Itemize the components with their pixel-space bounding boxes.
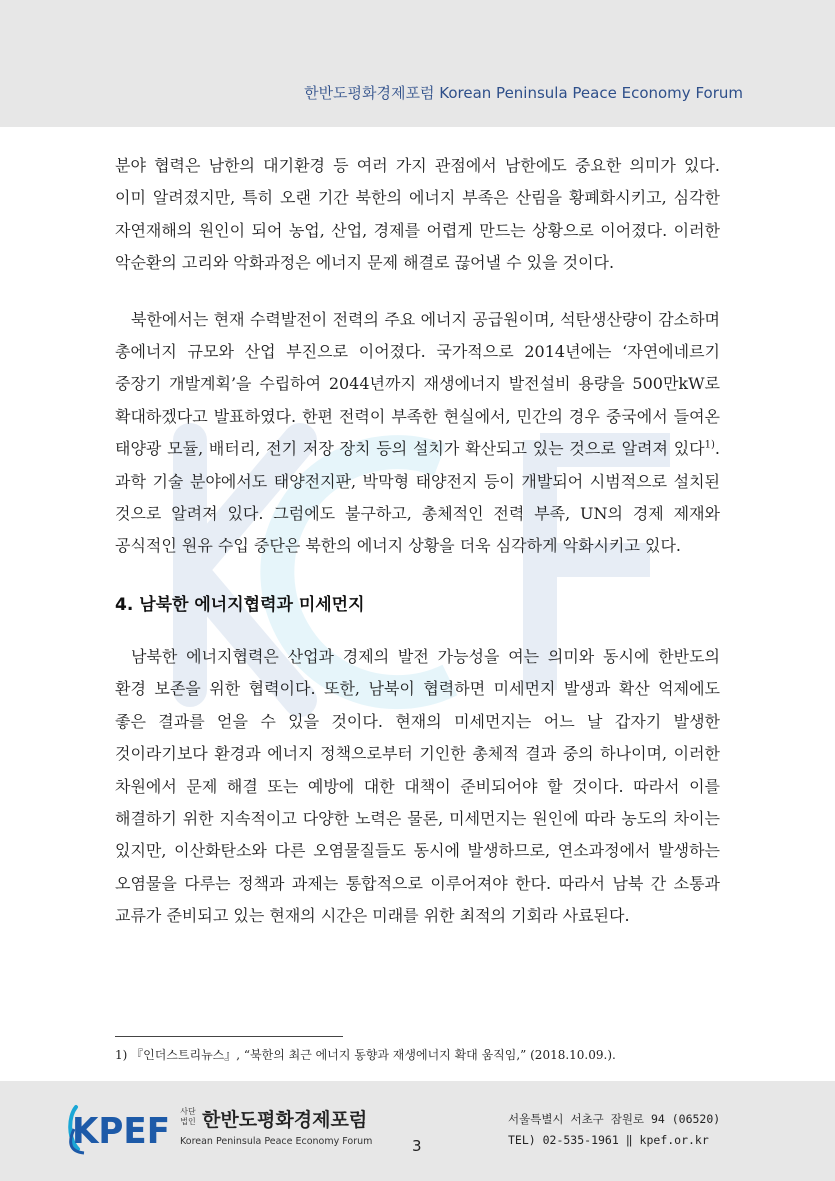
address: 서울특별시 서초구 잠원로 94 (06520) <box>508 1112 721 1126</box>
body-paragraph-1: 분야 협력은 남한의 대기환경 등 여러 가지 관점에서 남한에도 중요한 의미가 있다. 이미 알려졌지만, 특히 오랜 기간 북한의 에너지 부족은 산림을 황폐화시키고, 심각한 자연재해의 원인이 되어 농업, 산업, 경제를 어렵게 만드는 상황으로 이어졌다. 이러한 악순환의 고리와 악화과정은 에너지 문제 해결로 끊어낼 수 있을 것이다. <box>115 156 720 273</box>
page-footer <box>0 1081 835 1181</box>
contact-info <box>508 1109 748 1151</box>
org-type-label <box>178 1107 198 1127</box>
footnote: 1) 『인더스트리뉴스』, “북한의 최근 에너지 동향과 재생에너지 확대 움직임,” (2018.10.09.). <box>115 1048 616 1062</box>
page-header <box>0 0 835 127</box>
logo-wordmark: KPEF <box>72 1111 170 1152</box>
header-title: 한반도평화경제포럼 Korean Peninsula Peace Economy Forum <box>304 84 743 102</box>
paragraph-2-text-b: . 과학 기술 분야에서도 태양전지판, 박막형 태양전지 등이 개발되어 시범적으로 설치된 것으로 알려져 있다. 그럼에도 불구하고, 총체적인 전력 부족, UN의 경제 제재와 공식적인 원유 수입 중단은 북한의 에너지 상황을 더욱 심각하게 악화시키고 있다. <box>115 439 720 556</box>
footnote-divider <box>115 1036 343 1037</box>
footnote-reference[interactable]: 1) <box>704 439 715 451</box>
body-paragraph-3: 남북한 에너지협력은 산업과 경제의 발전 가능성을 여는 의미와 동시에 한반도의 환경 보존을 위한 협력이다. 또한, 남북이 협력하면 미세먼지 발생과 확산 억제에도 좋은 결과를 얻을 수 있을 것이다. 현재의 미세먼지는 어느 날 갑자기 발생한 것이라기보다 환경과 에너지 정책으로부터 기인한 총체적 결과 중의 하나이며, 이러한 차원에서 문제 해결 또는 예방에 대한 대책이 준비되어야 할 것이다. 따라서 이를 해결하기 위한 지속적이고 다양한 노력은 물론, 미세먼지는 원인에 따라 농도의 차이는 있지만, 이산화탄소와 다른 오염물질들도 동시에 발생하므로, 연소과정에서 발생하는 오염물을 다루는 정책과 과제는 통합적으로 이루어져야 한다. 따라서 남북 간 소통과 교류가 준비되고 있는 현재의 시간은 미래를 위한 최적의 기회라 사료된다. <box>115 646 720 926</box>
org-name-korean: 한반도평화경제포럼 <box>202 1109 368 1131</box>
main-content <box>115 150 720 933</box>
kpef-logo-icon <box>62 1099 172 1155</box>
org-type-line-2: 법인 <box>180 1117 196 1126</box>
page-number: 3 <box>412 1137 422 1155</box>
body-paragraph-2 <box>115 304 720 563</box>
paragraph-2-text-a: 북한에서는 현재 수력발전이 전력의 주요 에너지 공급원이며, 석탄생산량이 감소하며 총에너지 규모와 산업 부진으로 이어졌다. 국가적으로 2014년에는 ‘자연에네르기 중장기 개발계획’을 수립하여 2044년까지 재생에너지 발전설비 용량을 500만kW로 확대하겠다고 발표하였다. 한편 전력이 부족한 현실에서, 민간의 경우 중국에서 들여온 태양광 모듈, 배터리, 전기 저장 장치 등의 설치가 확산되고 있는 것으로 알려져 있다 <box>115 309 720 459</box>
phone-website[interactable]: TEL) 02-535-1961 ‖ kpef.or.kr <box>508 1133 709 1147</box>
section-heading: 4. 남북한 에너지협력과 미세먼지 <box>115 594 365 615</box>
org-type-line-1: 사단 <box>180 1107 196 1116</box>
org-name-english: Korean Peninsula Peace Economy Forum <box>180 1136 373 1147</box>
